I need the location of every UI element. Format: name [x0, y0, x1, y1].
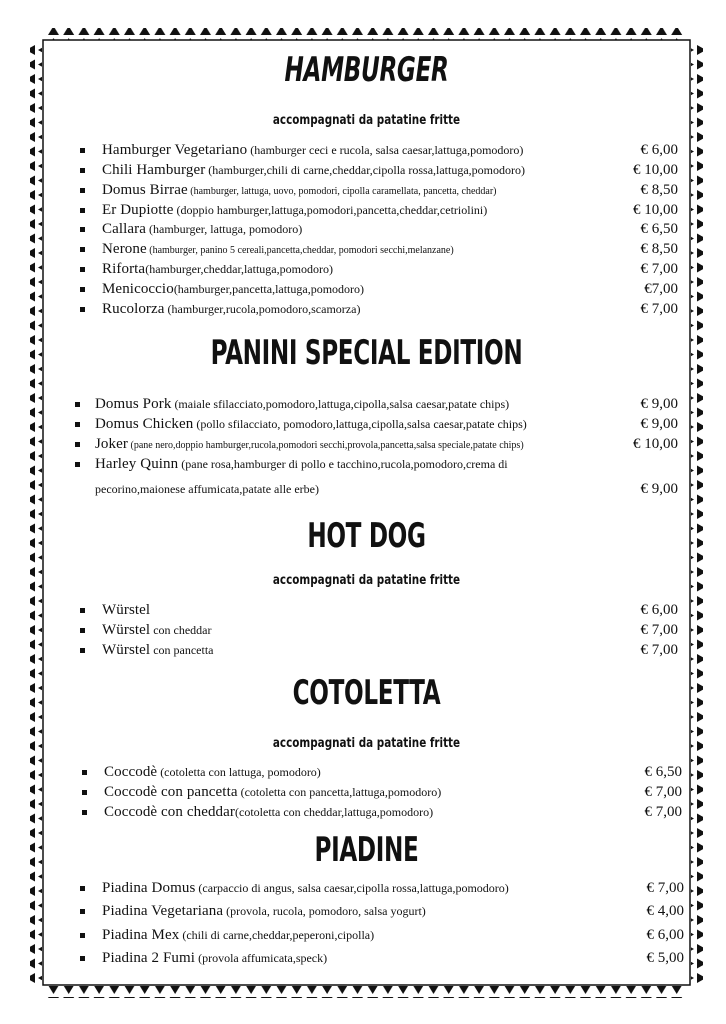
item-description: (hamburger,cheddar,lattuga,pomodoro): [145, 262, 333, 276]
bullet-icon: [80, 307, 85, 312]
item-price: € 9,00: [640, 396, 678, 412]
item-description: con cheddar: [150, 623, 212, 637]
section-title: PIADINE: [314, 830, 419, 870]
item-name: Piadina Mex: [102, 927, 180, 943]
item-price: € 10,00: [633, 202, 678, 218]
item-price: € 7,00: [646, 880, 684, 896]
item-price: €7,00: [644, 281, 678, 297]
menu-item: [102, 260, 333, 279]
item-name: Würstel: [102, 602, 151, 618]
item-name: Coccodè: [104, 764, 158, 780]
bullet-icon: [80, 608, 85, 613]
menu-item: [102, 641, 214, 660]
item-name: Hamburger Vegetariano: [102, 142, 248, 158]
bullet-icon: [75, 462, 80, 467]
bullet-icon: [80, 247, 85, 252]
item-description: (chili di carne,cheddar,peperoni,cipolla): [179, 928, 375, 942]
item-price: € 8,50: [640, 241, 678, 257]
item-name: Piadina Domus: [102, 880, 196, 896]
menu-item: [102, 141, 523, 160]
menu-item: [102, 201, 487, 220]
item-name: Piadina 2 Fumi: [102, 950, 196, 966]
item-description: (maiale sfilacciato,pomodoro,lattuga,cipolla,salsa caesar,patate chips): [171, 397, 510, 411]
bullet-icon: [80, 148, 85, 153]
menu-item: [102, 220, 302, 239]
item-price: € 6,50: [644, 764, 682, 780]
item-price: € 4,00: [646, 903, 684, 919]
menu-item: [102, 902, 426, 921]
item-name: Rucolorza: [102, 301, 165, 317]
menu-item: [104, 763, 321, 782]
menu-item: [95, 415, 527, 434]
item-price: € 7,00: [640, 301, 678, 317]
item-price: € 7,00: [644, 804, 682, 820]
bullet-icon: [82, 770, 87, 775]
item-name: Piadina Vegetariana: [102, 903, 224, 919]
menu-item: [102, 181, 497, 201]
item-name: Nerone: [102, 241, 147, 257]
bullet-icon: [80, 168, 85, 173]
item-description: (hamburger,pancetta,lattuga,pomodoro): [173, 282, 365, 296]
section-title: HAMBURGER: [284, 50, 449, 90]
bullet-icon: [80, 648, 85, 653]
bullet-icon: [82, 810, 87, 815]
item-description: (cotoletta con lattuga, pomodoro): [157, 765, 321, 779]
item-description: (provola, rucola, pomodoro, salsa yogurt): [223, 904, 426, 918]
menu-item: [102, 161, 525, 180]
menu-item: [102, 949, 327, 968]
item-name: Coccodè con cheddar: [104, 804, 236, 820]
item-price: € 5,00: [646, 950, 684, 966]
menu-item: [95, 395, 509, 414]
item-description: (hamburger, lattuga, uovo, pomodori, cipolla caramellata, pancetta, cheddar): [187, 186, 497, 197]
item-description: (cotoletta con cheddar,lattuga,pomodoro): [235, 805, 434, 819]
item-price: € 10,00: [633, 436, 678, 452]
item-description: (hamburger, lattuga, pomodoro): [146, 222, 303, 236]
item-name: Menicoccio: [102, 281, 174, 297]
section-subtitle: accompagnati da patatine fritte: [272, 736, 461, 751]
item-price: € 6,00: [646, 927, 684, 943]
item-price: € 7,00: [644, 784, 682, 800]
menu-item: [102, 240, 454, 260]
bullet-icon: [80, 267, 85, 272]
item-price: € 7,00: [640, 622, 678, 638]
bullet-icon: [80, 188, 85, 193]
item-price: € 8,50: [640, 182, 678, 198]
section-title: PANINI SPECIAL EDITION: [210, 333, 523, 373]
menu-item: [104, 783, 441, 802]
item-name: Er Dupiotte: [102, 202, 174, 218]
item-price: € 10,00: [633, 162, 678, 178]
bullet-icon: [80, 208, 85, 213]
bullet-icon: [75, 442, 80, 447]
section-title: HOT DOG: [307, 516, 426, 556]
menu-item: [102, 300, 360, 319]
item-description: (hamburger ceci e rucola, salsa caesar,lattuga,pomodoro): [247, 143, 524, 157]
item-description: (hamburger,chili di carne,cheddar,cipolla rossa,lattuga,pomodoro): [205, 163, 526, 177]
item-name: Coccodè con pancetta: [104, 784, 238, 800]
item-name: Riforta: [102, 261, 146, 277]
item-description: (pollo sfilacciato, pomodoro,lattuga,cipolla,salsa caesar,patate chips): [193, 417, 527, 431]
item-name: Würstel: [102, 642, 151, 658]
item-description: (provola affumicata,speck): [195, 951, 328, 965]
item-name: Würstel: [102, 622, 151, 638]
item-description: (carpaccio di angus, salsa caesar,cipolla rossa,lattuga,pomodoro): [195, 881, 509, 895]
section-subtitle: accompagnati da patatine fritte: [272, 113, 461, 128]
item-name: Joker: [95, 436, 128, 452]
item-name: Domus Birrae: [102, 182, 188, 198]
item-description: (doppio hamburger,lattuga,pomodori,pancetta,cheddar,cetriolini): [173, 203, 488, 217]
item-description: (pane nero,doppio hamburger,rucola,pomodori secchi,provola,pancetta,salsa speciale,patate chips): [128, 440, 524, 451]
bullet-icon: [82, 790, 87, 795]
item-price: € 9,00: [640, 416, 678, 432]
item-description: con pancetta: [150, 643, 214, 657]
menu-item: [95, 435, 524, 455]
menu-item: [102, 280, 364, 299]
menu-item: [102, 621, 212, 640]
bullet-icon: [80, 227, 85, 232]
item-name: Domus Chicken: [95, 416, 194, 432]
menu-item: [102, 926, 374, 945]
item-description: (hamburger,rucola,pomodoro,scamorza): [164, 302, 361, 316]
item-description: (hamburger, panino 5 cereali,pancetta,cheddar, pomodori secchi,melanzane): [146, 245, 454, 256]
bullet-icon: [80, 933, 85, 938]
bullet-icon: [80, 287, 85, 292]
item-name: Harley Quinn: [95, 456, 179, 472]
bullet-icon: [80, 886, 85, 891]
item-price: € 6,00: [640, 602, 678, 618]
item-price: € 7,00: [640, 261, 678, 277]
menu-item: [104, 803, 433, 822]
item-name: Chili Hamburger: [102, 162, 206, 178]
item-price: € 6,00: [640, 142, 678, 158]
item-description-continued: pecorino,maionese affumicata,patate alle erbe): [95, 482, 319, 496]
menu-item: [102, 879, 509, 898]
menu-item: [95, 455, 508, 474]
item-description: (pane rosa,hamburger di pollo e tacchino,rucola,pomodoro,crema di: [178, 457, 508, 471]
section-title: COTOLETTA: [292, 673, 441, 713]
bullet-icon: [80, 628, 85, 633]
bullet-icon: [75, 422, 80, 427]
item-price: € 7,00: [640, 642, 678, 658]
item-description: (cotoletta con pancetta,lattuga,pomodoro): [237, 785, 442, 799]
item-price: € 6,50: [640, 221, 678, 237]
item-name: Domus Pork: [95, 396, 172, 412]
bullet-icon: [80, 909, 85, 914]
item-name: Callara: [102, 221, 147, 237]
bullet-icon: [75, 402, 80, 407]
section-subtitle: accompagnati da patatine fritte: [272, 573, 461, 588]
menu-item: [102, 601, 150, 620]
item-price: € 9,00: [640, 481, 678, 497]
bullet-icon: [80, 956, 85, 961]
